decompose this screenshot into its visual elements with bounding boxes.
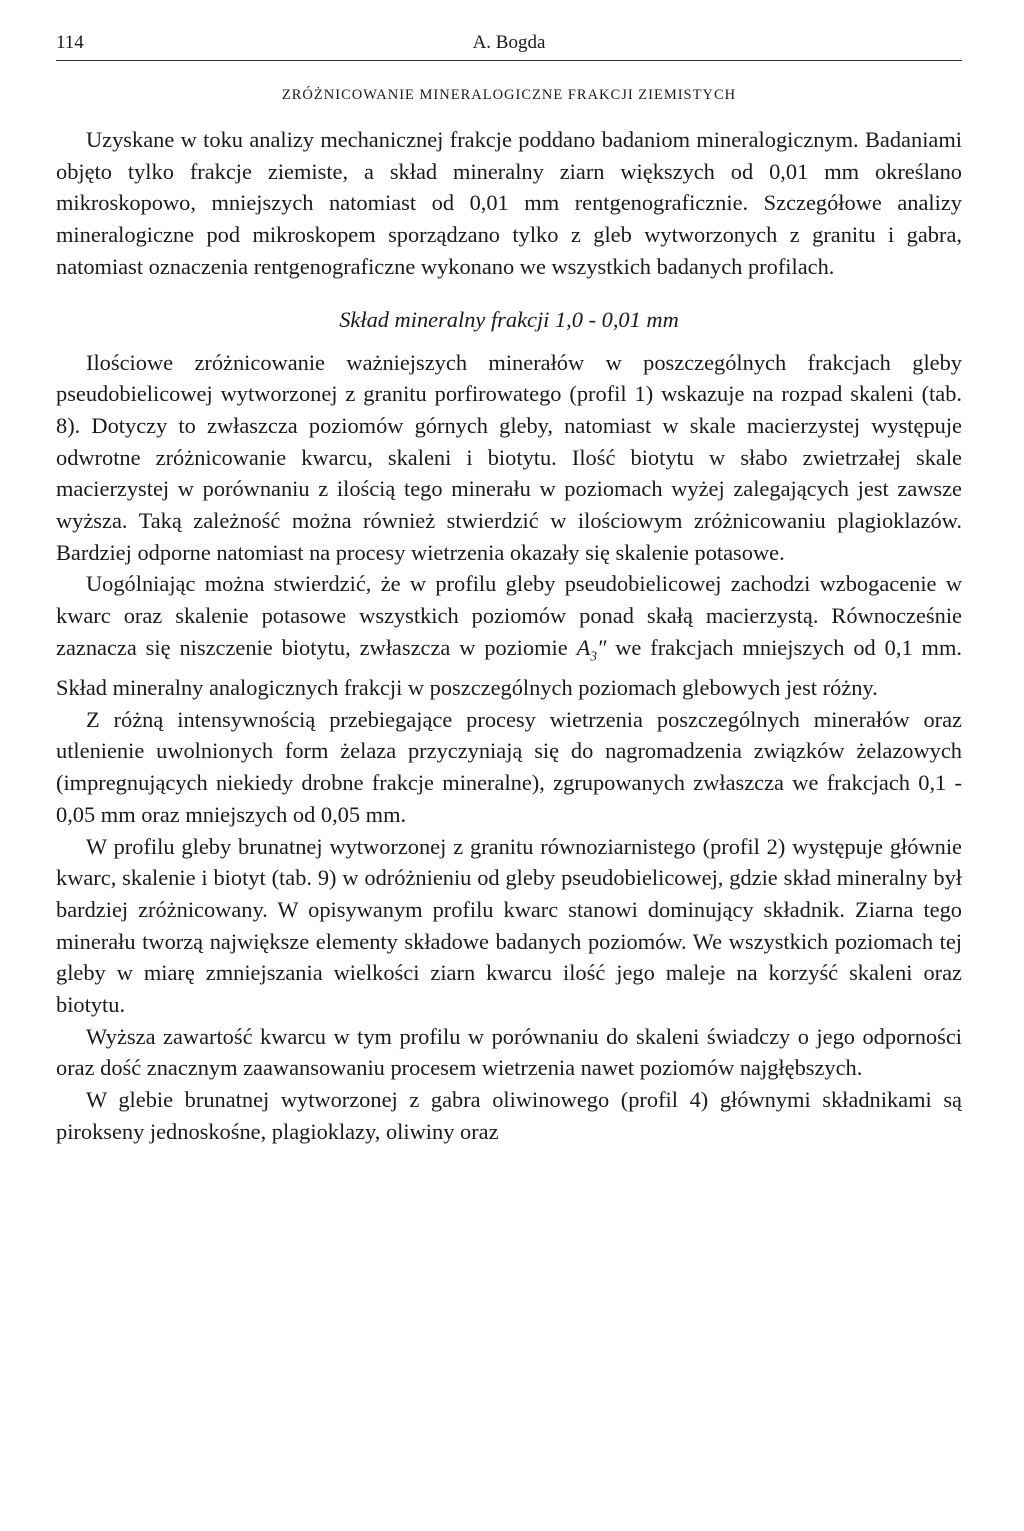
page — [56, 30, 962, 1148]
section-title: ZRÓŻNICOWANIE MINERALOGICZNE FRAKCJI ZIEMISTYCH — [281, 87, 737, 103]
paragraph-4: W profilu gleby brunatnej wytworzonej z granitu równoziarnistego (profil 2) występuje głównie kwarc, skalenie i biotyt (tab. 9) w odróżnieniu od gleby pseudobielicowej, gdzie skład mineralny był bardziej zróżnicowany. W opisywanym profilu kwarc stanowi dominujący składnik. Ziarna tego minerału tworzą największe elementy składowe badanych poziomów. We wszystkich poziomach tej gleby w miarę zmniejszania wielkości ziarn kwarcu ilość jego maleje na korzyść skaleni oraz biotytu. — [56, 833, 962, 1018]
intro-block — [56, 124, 962, 283]
horizon-symbol-prime: ″ — [596, 634, 607, 660]
paragraph-6: W glebie brunatnej wytworzonej z gabra oliwinowego (profil 4) głównymi składnikami są pirokseny jednoskośne, plagioklazy, oliwiny oraz — [56, 1087, 962, 1144]
horizon-symbol — [576, 634, 607, 664]
horizon-symbol-base: A — [576, 634, 591, 660]
paragraph-2 — [56, 568, 962, 703]
paragraph-5: Wyższa zawartość kwarcu w tym profilu w porównaniu do skaleni świadczy o jego odporności oraz dość znacznym zaawansowaniu procesem wietrzenia nawet poziomów najgłębszych. — [56, 1023, 962, 1081]
intro-paragraph: Uzyskane w toku analizy mechanicznej frakcje poddano badaniom mineralogicznym. Badaniami objęto tylko frakcje ziemiste, a skład mineralny ziarn większych od 0,01 mm określano mikroskopowo, mniejszych natomiast od 0,01 mm rentgenograficznie. Szczegółowe analizy mineralogiczne pod mikroskopem sporządzano tylko z gleb wytworzonych z granitu i gabra, natomiast oznaczenia rentgenograficzne wykonano we wszystkich badanych profilach. — [56, 127, 962, 279]
running-head-author: A. Bogda — [472, 32, 546, 53]
paragraph-1: Ilościowe zróżnicowanie ważniejszych minerałów w poszczególnych frakcjach gleby pseudobielicowej wytworzonej z granitu porfirowatego (profil 1) wskazuje na rozpad skaleni (tab. 8). Dotyczy to zwłaszcza poziomów górnych gleby, natomiast w skale macierzystej występuje odwrotne zróżnicowanie kwarcu, skaleni i biotytu. Ilość biotytu w słabo zwietrzałej skale macierzystej w porównaniu z ilością tego minerału w poziomach wyżej zalegających jest zawsze wyższa. Taką zależność można również stwierdzić w ilościowym zróżnicowaniu plagioklazów. Bardziej odporne natomiast na procesy wietrzenia okazały się skalenie potasowe. — [56, 349, 962, 565]
horizon-symbol-subscript: 3 — [590, 648, 597, 664]
body-text — [56, 347, 962, 1148]
running-head — [56, 30, 962, 60]
paragraph-3: Z różną intensywnością przebiegające procesy wietrzenia poszczególnych minerałów oraz utlenienie uwolnionych form żelaza przyczyniają się do nagromadzenia związków żelazowych (impregnujących niekiedy drobne frakcje mineralne), zgrupowanych zwłaszcza we frakcjach 0,1 - 0,05 mm oraz mniejszych od 0,05 mm. — [56, 706, 962, 827]
page-number: 114 — [56, 32, 84, 53]
header-rule — [56, 60, 962, 61]
paragraph-2-part-2: we frakcjach mniejszych od 0,1 mm. Skład mineralny analogicznych frakcji w poszczególnych poziomach glebowych jest różny. — [56, 634, 962, 701]
subsection-title: Skład mineralny frakcji 1,0 - 0,01 mm — [339, 306, 679, 332]
paragraph-2-part-1: Uogólniając można stwierdzić, że w profilu gleby pseudobielicowej zachodzi wzbogacenie w kwarc oraz skalenie potasowe wszystkich poziomów ponad skałą macierzystą. Równocześnie zaznacza się niszczenie biotytu, zwłaszcza w poziomie — [56, 571, 962, 660]
